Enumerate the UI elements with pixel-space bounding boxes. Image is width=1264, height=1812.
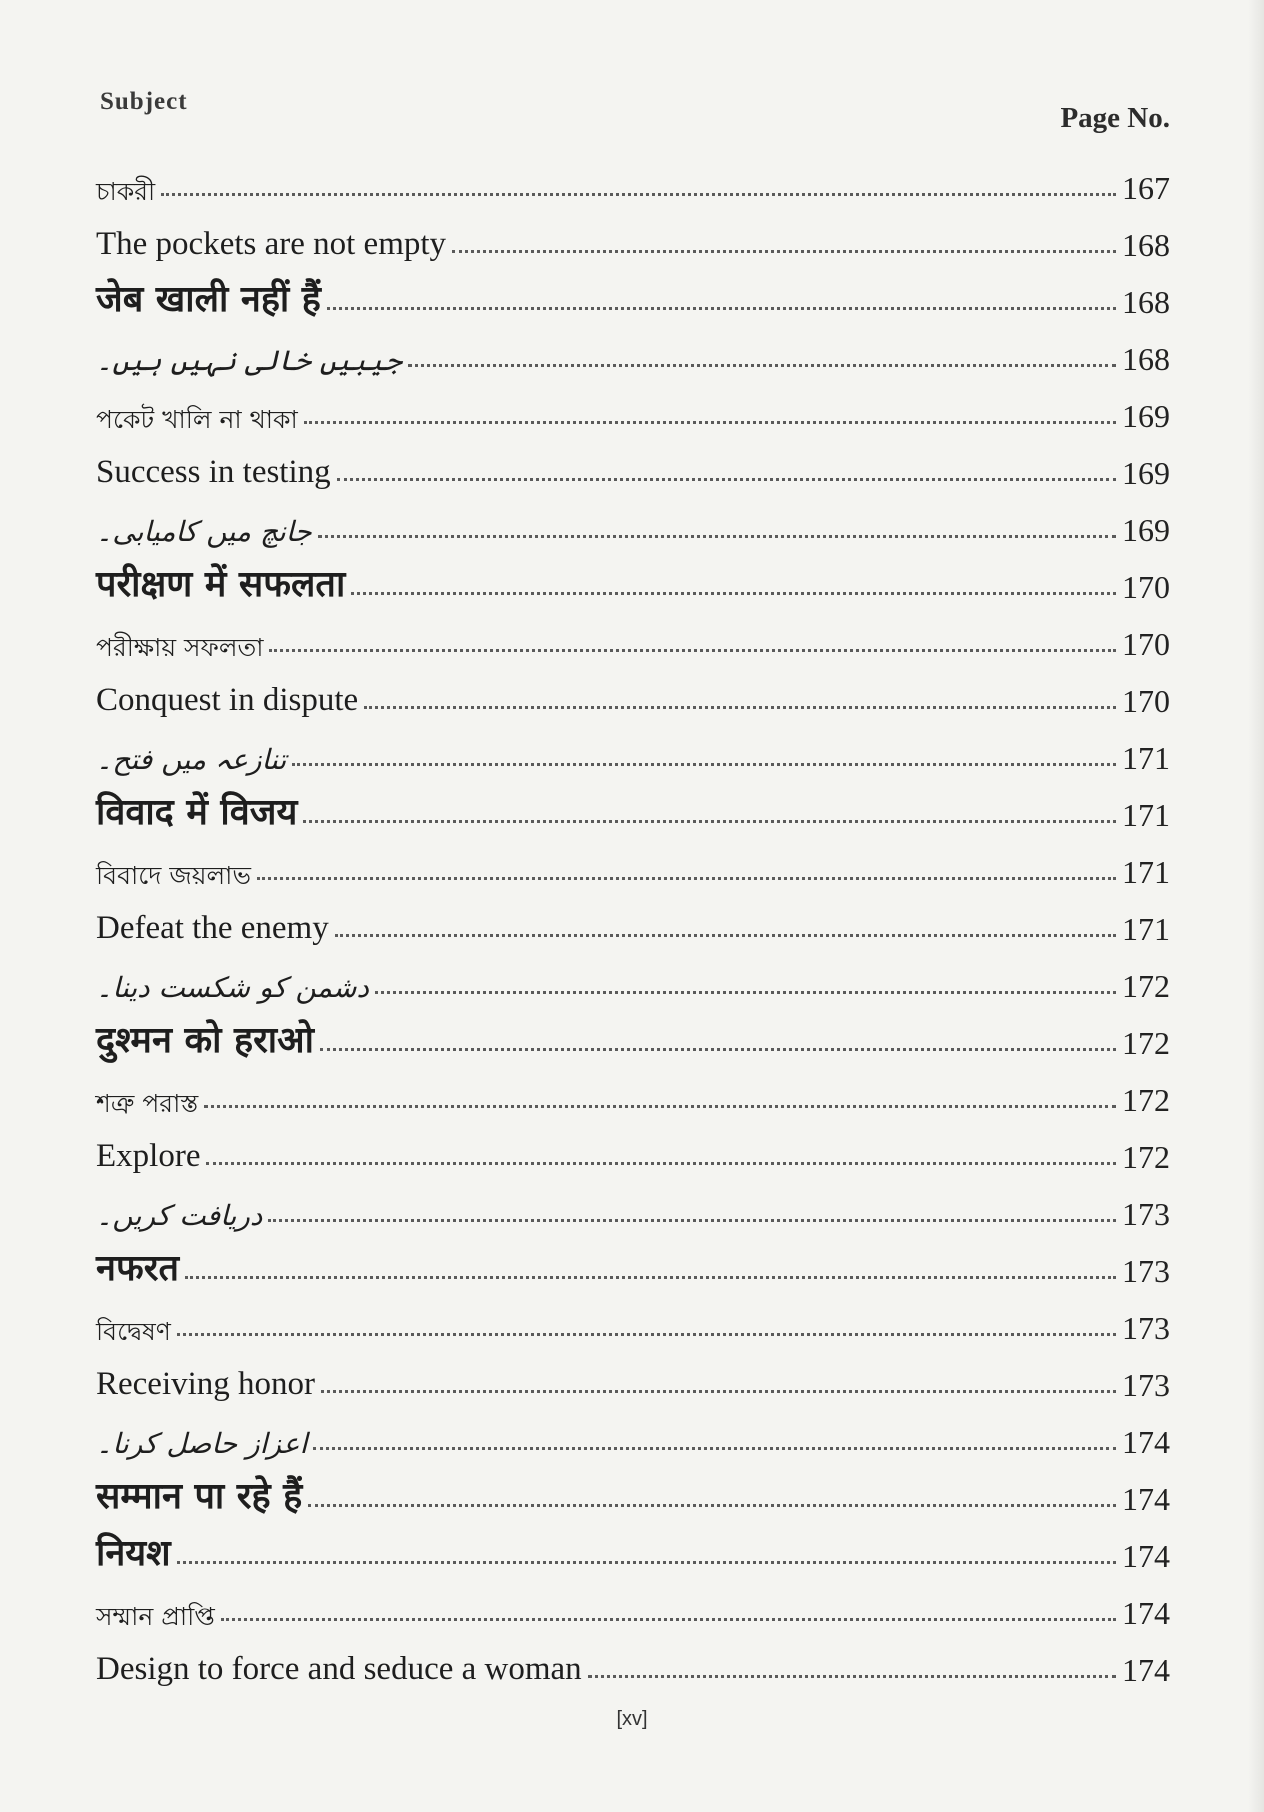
entry-title: Conquest in dispute: [96, 682, 359, 718]
toc-entry: [96, 779, 1170, 836]
toc-entry: [96, 1235, 1170, 1292]
entry-title: বিবাদে জয়লাভ: [96, 861, 251, 890]
toc-entry: [96, 266, 1170, 323]
dot-leader: [257, 877, 1116, 880]
entry-page-number: 169: [1122, 455, 1170, 491]
dot-leader: [318, 535, 1116, 538]
page-folio: [xv]: [616, 1708, 648, 1730]
entry-title: সম্মান প্রাপ্তি: [96, 1602, 215, 1631]
toc-header: [100, 82, 1170, 142]
entry-title: The pockets are not empty: [96, 226, 447, 262]
toc-entry: [96, 836, 1170, 893]
entry-title: सम्मान पा रहे हैं: [96, 1476, 303, 1517]
entry-title: বিদ্বেষণ: [96, 1317, 171, 1346]
entry-page-number: 173: [1122, 1253, 1170, 1289]
subject-column-label: Subject: [100, 88, 188, 115]
entry-page-number: 168: [1122, 341, 1170, 377]
entry-title: Defeat the enemy: [96, 910, 329, 946]
toc-entry: [96, 1577, 1170, 1634]
entry-title: Design to force and seduce a woman: [96, 1651, 582, 1687]
dot-leader: [313, 1447, 1116, 1450]
toc-entry: [96, 1064, 1170, 1121]
entry-page-number: 174: [1122, 1595, 1170, 1631]
toc-entry: [96, 1007, 1170, 1064]
dot-leader: [452, 250, 1116, 253]
table-of-contents: [96, 152, 1170, 1691]
entry-page-number: 168: [1122, 284, 1170, 320]
entry-page-number: 167: [1122, 170, 1170, 206]
toc-entry: [96, 608, 1170, 665]
dot-leader: [351, 592, 1116, 595]
entry-page-number: 170: [1122, 569, 1170, 605]
dot-leader: [303, 820, 1116, 823]
dot-leader: [177, 1333, 1116, 1336]
entry-page-number: 172: [1122, 1025, 1170, 1061]
entry-title: विवाद में विजय: [96, 792, 298, 833]
dot-leader: [268, 1219, 1116, 1222]
dot-leader: [269, 649, 1116, 652]
page-number-column-label: Page No.: [1060, 102, 1170, 134]
toc-entry: [96, 380, 1170, 437]
entry-title: تنازعہ میں فتح۔: [96, 743, 287, 776]
toc-entry: [96, 1406, 1170, 1463]
toc-entry: [96, 1463, 1170, 1520]
toc-entry: [96, 1178, 1170, 1235]
entry-page-number: 172: [1122, 968, 1170, 1004]
toc-entry: [96, 1121, 1170, 1178]
entry-title: دریافت کریں۔: [96, 1199, 263, 1232]
toc-entry: [96, 722, 1170, 779]
dot-leader: [177, 1561, 1116, 1564]
entry-title: পকেট খালি না থাকা: [96, 405, 298, 434]
entry-page-number: 173: [1122, 1196, 1170, 1232]
entry-page-number: 174: [1122, 1424, 1170, 1460]
entry-page-number: 174: [1122, 1652, 1170, 1688]
entry-page-number: 172: [1122, 1082, 1170, 1118]
entry-page-number: 171: [1122, 911, 1170, 947]
dot-leader: [364, 706, 1116, 709]
dot-leader: [320, 1048, 1116, 1051]
entry-title: जेब खाली नहीं हैं: [96, 279, 321, 320]
toc-entry: [96, 209, 1170, 266]
toc-entry: [96, 1349, 1170, 1406]
entry-title: শত্রু পরাস্ত: [96, 1089, 199, 1118]
toc-entry: [96, 323, 1170, 380]
dot-leader: [221, 1618, 1116, 1621]
entry-title: جیبیں خالی نہیں ہیں۔: [96, 344, 402, 377]
dot-leader: [292, 763, 1116, 766]
dot-leader: [588, 1675, 1116, 1678]
entry-title: नफरत: [96, 1248, 179, 1289]
dot-leader: [337, 478, 1116, 481]
toc-entry: [96, 551, 1170, 608]
entry-page-number: 168: [1122, 227, 1170, 263]
entry-page-number: 171: [1122, 797, 1170, 833]
toc-entry: [96, 437, 1170, 494]
dot-leader: [375, 991, 1116, 994]
entry-page-number: 171: [1122, 854, 1170, 890]
toc-entry: [96, 665, 1170, 722]
entry-title: جانچ میں کامیابی۔: [96, 515, 312, 548]
toc-entry: [96, 893, 1170, 950]
dot-leader: [308, 1504, 1116, 1507]
entry-title: परीक्षण में सफलता: [96, 564, 346, 605]
dot-leader: [185, 1276, 1116, 1279]
dot-leader: [327, 307, 1116, 310]
toc-entry: [96, 494, 1170, 551]
entry-title: دشمن کو شکست دینا۔: [96, 971, 369, 1004]
dot-leader: [206, 1162, 1116, 1165]
dot-leader: [321, 1390, 1116, 1393]
entry-page-number: 173: [1122, 1367, 1170, 1403]
dot-leader: [408, 364, 1116, 367]
entry-title: नियश: [96, 1533, 171, 1574]
entry-title: Success in testing: [96, 454, 331, 490]
entry-page-number: 170: [1122, 683, 1170, 719]
toc-entry: [96, 1292, 1170, 1349]
dot-leader: [204, 1105, 1116, 1108]
entry-title: Receiving honor: [96, 1366, 316, 1402]
dot-leader: [161, 193, 1116, 196]
toc-entry: [96, 152, 1170, 209]
entry-title: दुश्मन को हराओ: [96, 1020, 314, 1061]
entry-page-number: 174: [1122, 1481, 1170, 1517]
entry-title: اعزاز حاصل کرنا۔: [96, 1427, 308, 1460]
entry-title: পরীক্ষায় সফলতা: [96, 633, 264, 662]
toc-entry: [96, 950, 1170, 1007]
entry-page-number: 169: [1122, 398, 1170, 434]
entry-page-number: 174: [1122, 1538, 1170, 1574]
dot-leader: [335, 934, 1116, 937]
entry-page-number: 169: [1122, 512, 1170, 548]
entry-title: চাকরী: [96, 177, 156, 206]
dot-leader: [304, 421, 1116, 424]
toc-entry: [96, 1634, 1170, 1691]
toc-entry: [96, 1520, 1170, 1577]
entry-page-number: 170: [1122, 626, 1170, 662]
entry-title: Explore: [96, 1138, 201, 1174]
entry-page-number: 171: [1122, 740, 1170, 776]
entry-page-number: 173: [1122, 1310, 1170, 1346]
entry-page-number: 172: [1122, 1139, 1170, 1175]
